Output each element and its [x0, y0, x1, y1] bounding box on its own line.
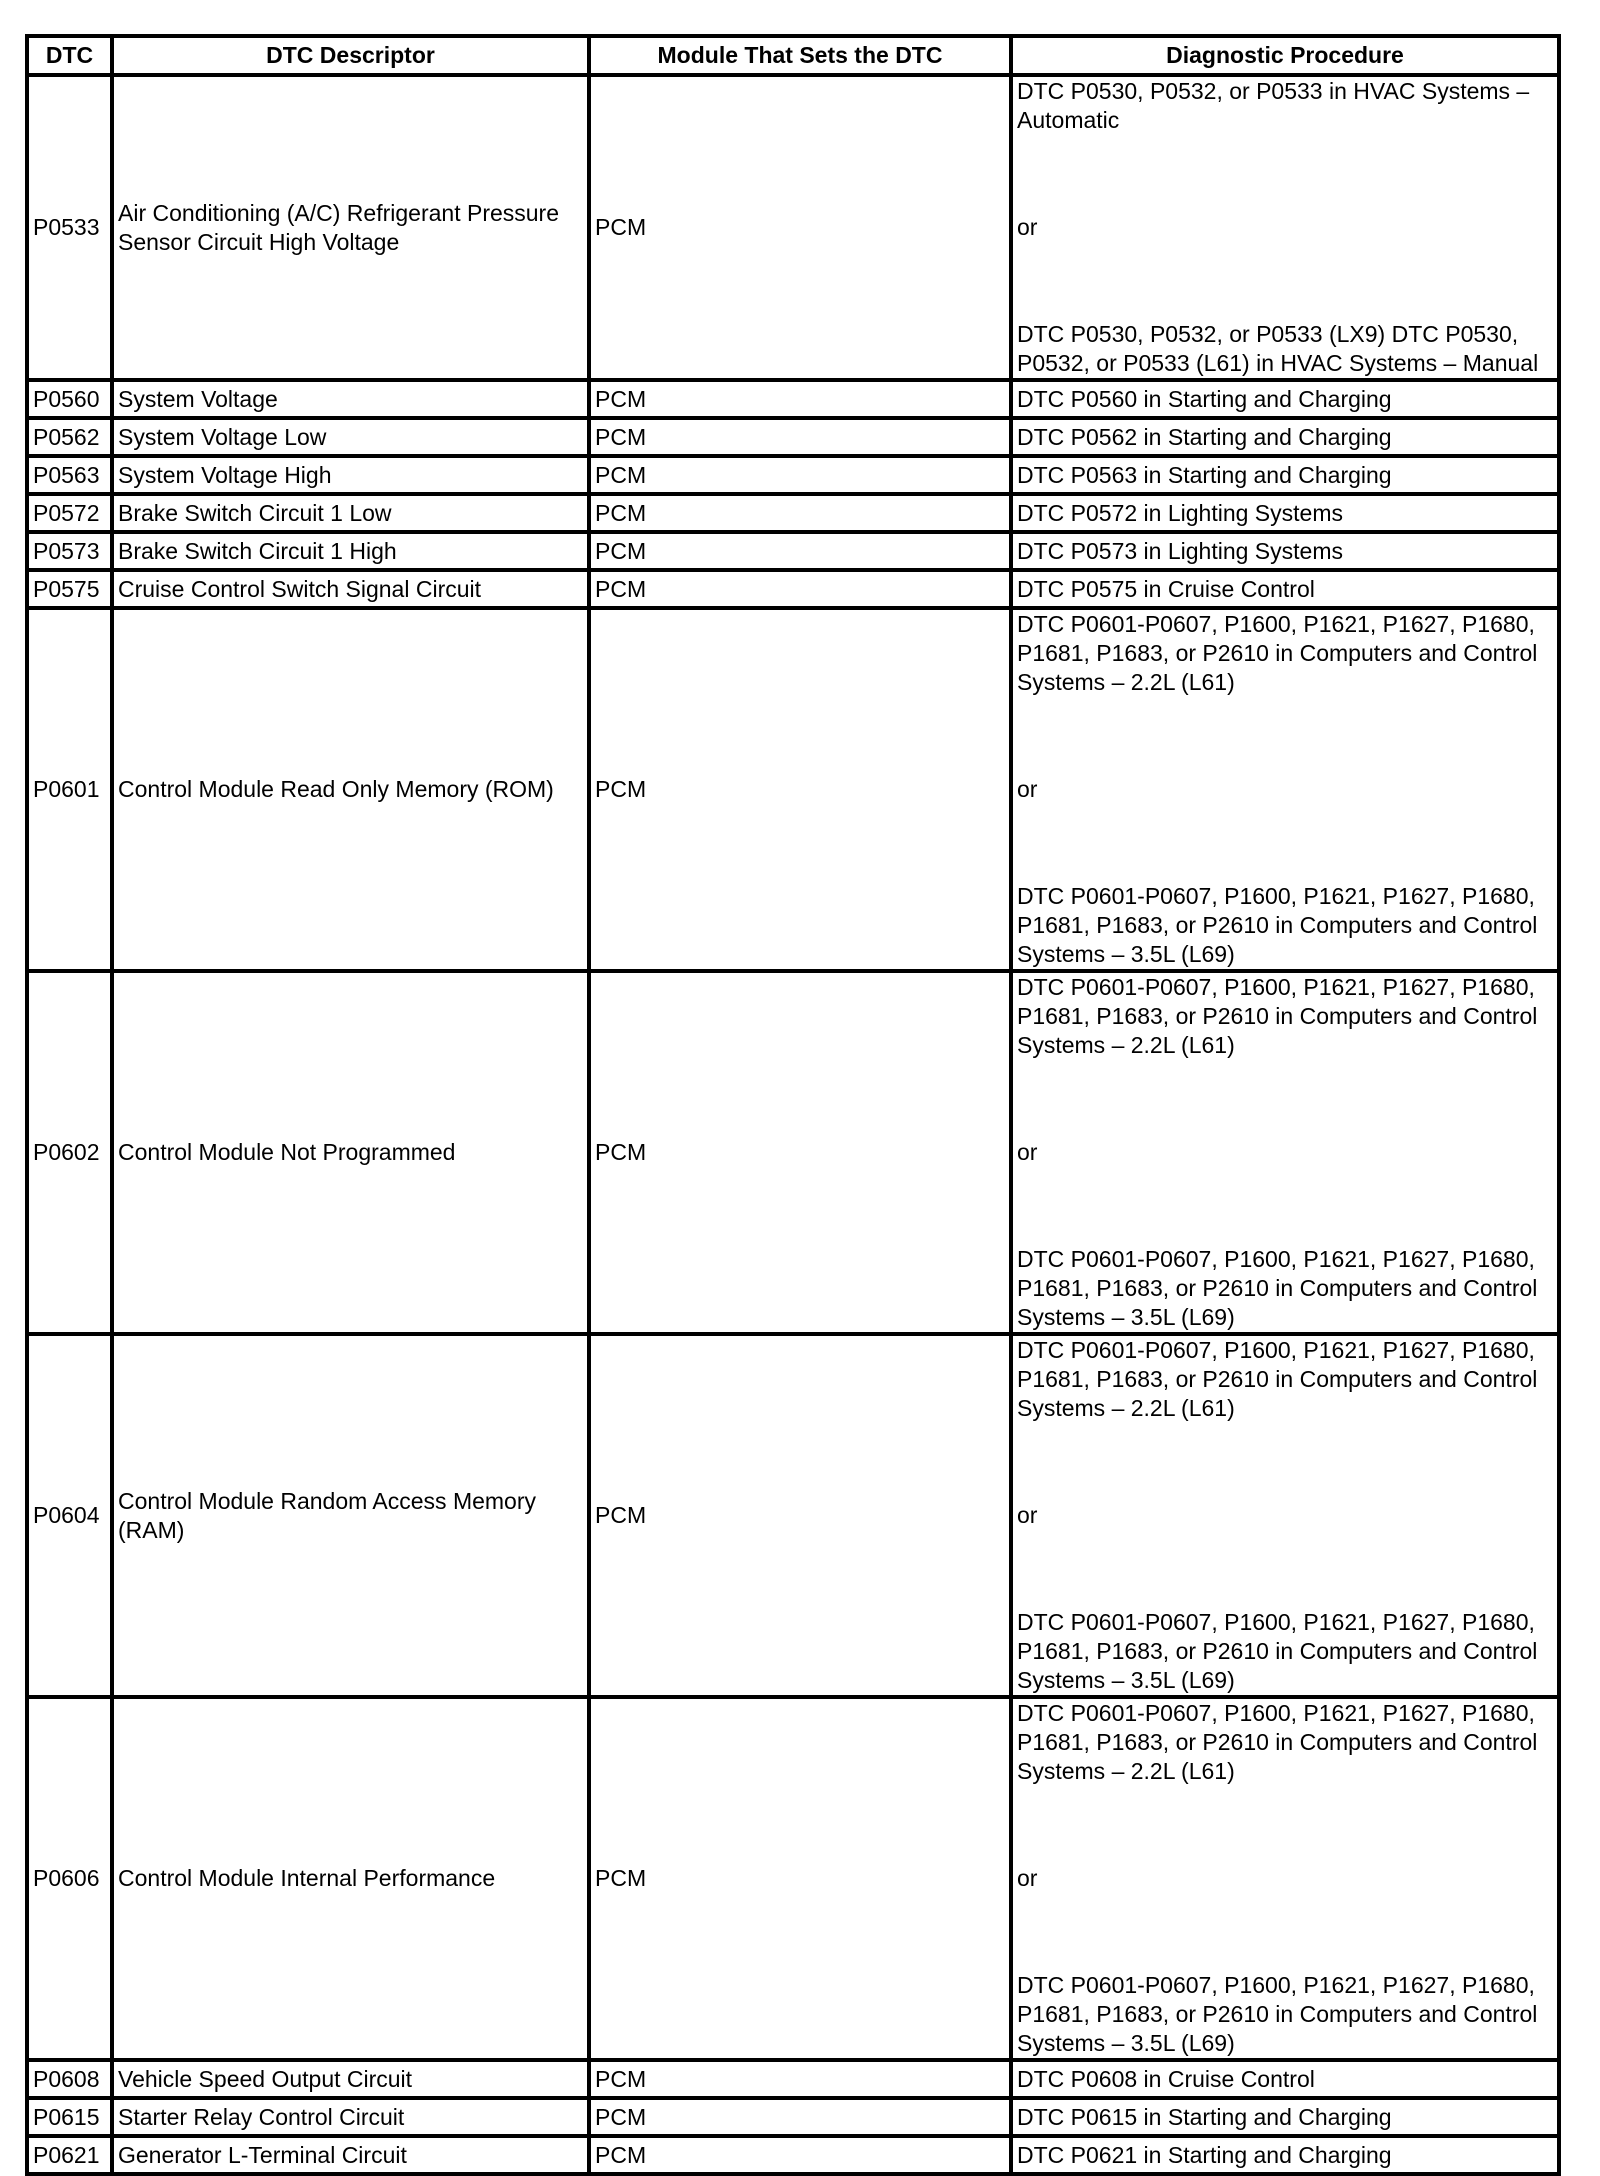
dtc-code-cell: P0615 — [27, 2098, 112, 2136]
dtc-code-cell: P0560 — [27, 380, 112, 418]
dtc-descriptor-cell: Control Module Read Only Memory (ROM) — [112, 608, 589, 971]
diagnostic-procedure-cell — [1011, 494, 1559, 532]
header-descriptor: DTC Descriptor — [112, 36, 589, 75]
dtc-code-cell: P0608 — [27, 2060, 112, 2098]
procedure-or: or — [1017, 1502, 1038, 1528]
header-dtc: DTC — [27, 36, 112, 75]
table-row — [27, 1697, 1559, 2060]
dtc-code-cell: P0563 — [27, 456, 112, 494]
table-body — [27, 75, 1559, 2174]
dtc-code-cell: P0621 — [27, 2136, 112, 2174]
table-row — [27, 2060, 1559, 2098]
procedure-text: DTC P0575 in Cruise Control — [1017, 575, 1315, 602]
procedure-text: DTC P0601-P0607, P1600, P1621, P1627, P1680, P1681, P1683, or P2610 in Computers and Control Systems – 3.5L (L69) — [1017, 1609, 1538, 1693]
procedure-text: DTC P0601-P0607, P1600, P1621, P1627, P1680, P1681, P1683, or P2610 in Computers and Control Systems – 3.5L (L69) — [1017, 883, 1538, 967]
procedure-or: or — [1017, 214, 1038, 240]
dtc-code-cell: P0533 — [27, 75, 112, 380]
procedure-spacer — [1017, 804, 1553, 843]
dtc-code-cell: P0575 — [27, 570, 112, 608]
module-cell: PCM — [589, 608, 1011, 971]
procedure-spacer — [1017, 1099, 1553, 1138]
procedure-spacer — [1017, 1206, 1553, 1245]
procedure-spacer — [1017, 1893, 1553, 1932]
procedure-text: DTC P0572 in Lighting Systems — [1017, 499, 1343, 526]
dtc-descriptor-cell: Generator L-Terminal Circuit — [112, 2136, 589, 2174]
module-cell: PCM — [589, 456, 1011, 494]
dtc-code-cell: P0573 — [27, 532, 112, 570]
module-cell: PCM — [589, 2098, 1011, 2136]
table-row — [27, 380, 1559, 418]
procedure-text: DTC P0530, P0532, or P0533 (LX9) DTC P0530, P0532, or P0533 (L61) in HVAC Systems – Manual — [1017, 321, 1539, 376]
dtc-descriptor-cell: Vehicle Speed Output Circuit — [112, 2060, 589, 2098]
procedure-or: or — [1017, 776, 1038, 802]
diagnostic-procedure-cell — [1011, 380, 1559, 418]
module-cell: PCM — [589, 418, 1011, 456]
diagnostic-procedure-cell — [1011, 570, 1559, 608]
procedure-spacer — [1017, 1569, 1553, 1608]
dtc-descriptor-cell: System Voltage High — [112, 456, 589, 494]
dtc-descriptor-cell: System Voltage Low — [112, 418, 589, 456]
procedure-spacer — [1017, 697, 1553, 736]
table-row — [27, 418, 1559, 456]
table-header — [27, 36, 1559, 75]
procedure-spacer — [1017, 1932, 1553, 1971]
table-row — [27, 971, 1559, 1334]
dtc-descriptor-cell: System Voltage — [112, 380, 589, 418]
procedure-spacer — [1017, 1530, 1553, 1569]
procedure-text: DTC P0601-P0607, P1600, P1621, P1627, P1680, P1681, P1683, or P2610 in Computers and Control Systems – 3.5L (L69) — [1017, 1246, 1538, 1330]
dtc-code-cell: P0606 — [27, 1697, 112, 2060]
procedure-spacer — [1017, 1462, 1553, 1501]
procedure-spacer — [1017, 1786, 1553, 1825]
procedure-spacer — [1017, 1423, 1553, 1462]
dtc-descriptor-cell: Air Conditioning (A/C) Refrigerant Pressure Sensor Circuit High Voltage — [112, 75, 589, 380]
procedure-text: DTC P0601-P0607, P1600, P1621, P1627, P1680, P1681, P1683, or P2610 in Computers and Control Systems – 2.2L (L61) — [1017, 1700, 1538, 1784]
module-cell: PCM — [589, 380, 1011, 418]
header-procedure: Diagnostic Procedure — [1011, 36, 1559, 75]
diagnostic-procedure-cell — [1011, 2136, 1559, 2174]
procedure-spacer — [1017, 1825, 1553, 1864]
table-row — [27, 2098, 1559, 2136]
procedure-spacer — [1017, 736, 1553, 775]
diagnostic-procedure-cell — [1011, 608, 1559, 971]
diagnostic-procedure-cell — [1011, 1334, 1559, 1697]
diagnostic-procedure-cell — [1011, 532, 1559, 570]
dtc-code-cell: P0572 — [27, 494, 112, 532]
procedure-text: DTC P0615 in Starting and Charging — [1017, 2103, 1392, 2130]
procedure-or: or — [1017, 1865, 1038, 1891]
dtc-code-cell: P0601 — [27, 608, 112, 971]
dtc-code-cell: P0604 — [27, 1334, 112, 1697]
module-cell: PCM — [589, 1697, 1011, 2060]
procedure-spacer — [1017, 1060, 1553, 1099]
procedure-text: DTC P0601-P0607, P1600, P1621, P1627, P1680, P1681, P1683, or P2610 in Computers and Control Systems – 2.2L (L61) — [1017, 1337, 1538, 1421]
dtc-descriptor-cell: Control Module Not Programmed — [112, 971, 589, 1334]
procedure-spacer — [1017, 135, 1553, 174]
table-row — [27, 494, 1559, 532]
dtc-descriptor-cell: Brake Switch Circuit 1 High — [112, 532, 589, 570]
dtc-descriptor-cell: Control Module Internal Performance — [112, 1697, 589, 2060]
procedure-text: DTC P0601-P0607, P1600, P1621, P1627, P1680, P1681, P1683, or P2610 in Computers and Control Systems – 2.2L (L61) — [1017, 974, 1538, 1058]
module-cell: PCM — [589, 2136, 1011, 2174]
diagnostic-procedure-cell — [1011, 2060, 1559, 2098]
diagnostic-procedure-cell — [1011, 75, 1559, 380]
module-cell: PCM — [589, 2060, 1011, 2098]
procedure-text: DTC P0563 in Starting and Charging — [1017, 461, 1392, 488]
dtc-code-cell: P0602 — [27, 971, 112, 1334]
module-cell: PCM — [589, 570, 1011, 608]
diagnostic-procedure-cell — [1011, 456, 1559, 494]
table-row — [27, 532, 1559, 570]
procedure-spacer — [1017, 1167, 1553, 1206]
table-row — [27, 2136, 1559, 2174]
module-cell: PCM — [589, 75, 1011, 380]
procedure-text: DTC P0601-P0607, P1600, P1621, P1627, P1680, P1681, P1683, or P2610 in Computers and Control Systems – 3.5L (L69) — [1017, 1972, 1538, 2056]
header-module: Module That Sets the DTC — [589, 36, 1011, 75]
table-row — [27, 456, 1559, 494]
diagnostic-procedure-cell — [1011, 971, 1559, 1334]
table-row — [27, 608, 1559, 971]
procedure-text: DTC P0530, P0532, or P0533 in HVAC Systems – Automatic — [1017, 78, 1530, 133]
diagnostic-procedure-cell — [1011, 418, 1559, 456]
procedure-spacer — [1017, 174, 1553, 213]
procedure-text: DTC P0621 in Starting and Charging — [1017, 2141, 1392, 2168]
procedure-spacer — [1017, 242, 1553, 281]
procedure-text: DTC P0562 in Starting and Charging — [1017, 423, 1392, 450]
procedure-text: DTC P0573 in Lighting Systems — [1017, 537, 1343, 564]
procedure-text: DTC P0560 in Starting and Charging — [1017, 385, 1392, 412]
module-cell: PCM — [589, 494, 1011, 532]
diagnostic-procedure-cell — [1011, 2098, 1559, 2136]
procedure-text: DTC P0601-P0607, P1600, P1621, P1627, P1680, P1681, P1683, or P2610 in Computers and Control Systems – 2.2L (L61) — [1017, 611, 1538, 695]
module-cell: PCM — [589, 971, 1011, 1334]
table-row — [27, 570, 1559, 608]
dtc-table — [25, 34, 1561, 2176]
dtc-descriptor-cell: Cruise Control Switch Signal Circuit — [112, 570, 589, 608]
table-row — [27, 1334, 1559, 1697]
table-row — [27, 75, 1559, 380]
procedure-spacer — [1017, 843, 1553, 882]
module-cell: PCM — [589, 1334, 1011, 1697]
dtc-descriptor-cell: Control Module Random Access Memory (RAM) — [112, 1334, 589, 1697]
diagnostic-procedure-cell — [1011, 1697, 1559, 2060]
module-cell: PCM — [589, 532, 1011, 570]
procedure-spacer — [1017, 281, 1553, 320]
dtc-code-cell: P0562 — [27, 418, 112, 456]
procedure-or: or — [1017, 1139, 1038, 1165]
header-row — [27, 36, 1559, 75]
dtc-descriptor-cell: Brake Switch Circuit 1 Low — [112, 494, 589, 532]
dtc-descriptor-cell: Starter Relay Control Circuit — [112, 2098, 589, 2136]
procedure-text: DTC P0608 in Cruise Control — [1017, 2065, 1315, 2092]
